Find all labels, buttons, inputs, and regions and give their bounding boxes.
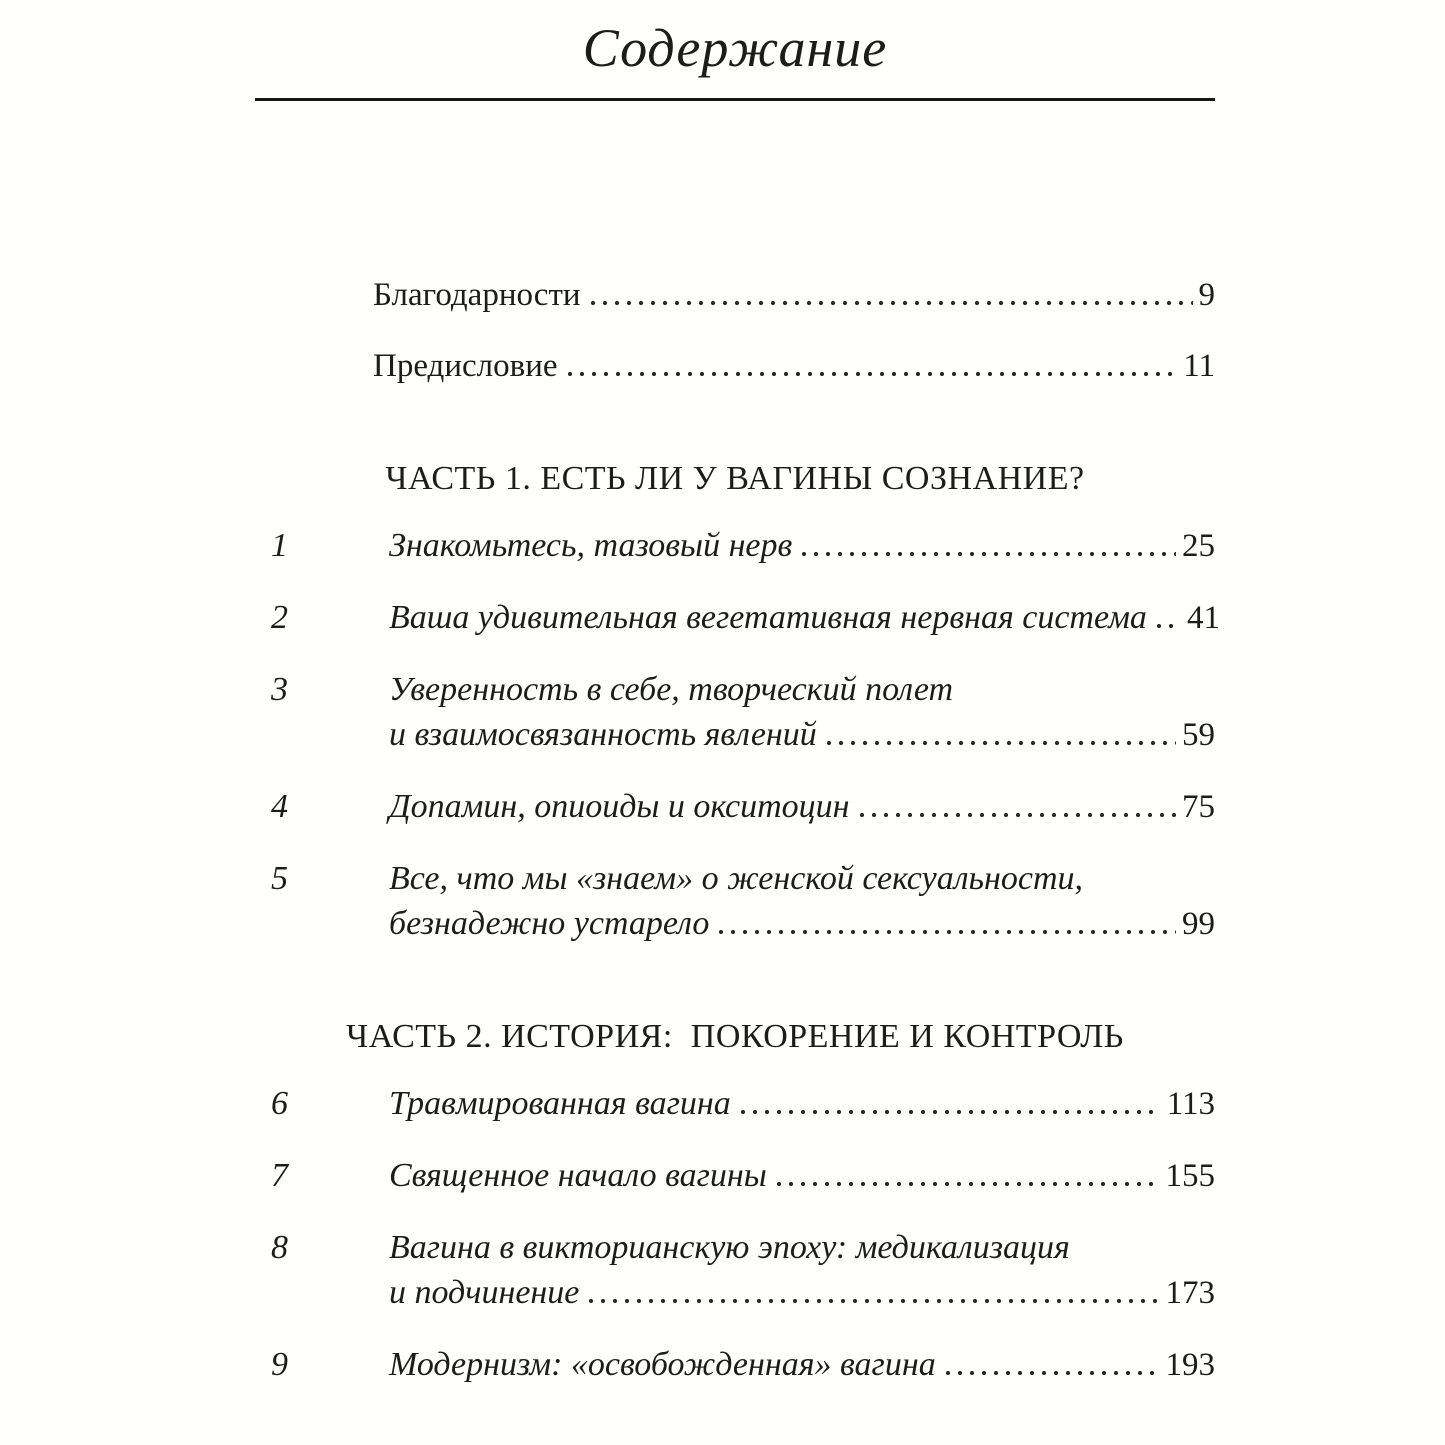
chapter-title: Допамин, опиоиды и окситоцин <box>389 788 850 825</box>
entry-body <box>389 595 1220 641</box>
chapter-number: 6 <box>271 1085 288 1122</box>
entry-label: Благодарности <box>373 277 581 313</box>
toc-entry <box>255 273 1215 318</box>
page-title: Содержание <box>582 18 888 78</box>
toc-entry <box>255 1081 1215 1127</box>
toc-entry <box>255 784 1215 830</box>
chapter-number: 8 <box>271 1229 288 1266</box>
toc-entry <box>255 1225 1215 1316</box>
chapter-title: Травмированная вагина <box>389 1085 731 1122</box>
chapter-number <box>255 344 373 389</box>
page-number: 173 <box>1165 1275 1215 1311</box>
dot-leader <box>719 930 1176 934</box>
entry-line <box>389 667 1215 712</box>
entry-line <box>389 712 1215 758</box>
entry-body <box>389 784 1215 830</box>
entry-body <box>389 856 1215 947</box>
dot-leader <box>1157 624 1181 628</box>
toc-entry <box>255 1153 1215 1199</box>
part-entries <box>255 1081 1215 1388</box>
entry-body <box>389 523 1215 569</box>
part-heading: ЧАСТЬ 1. ЕСТЬ ЛИ У ВАГИНЫ СОЗНАНИЕ? <box>385 460 1085 497</box>
chapter-number: 5 <box>271 860 288 897</box>
page-number: 193 <box>1165 1347 1215 1383</box>
entry-line <box>389 1225 1215 1270</box>
page-number: 75 <box>1182 789 1215 825</box>
chapter-number: 3 <box>271 671 288 708</box>
dot-leader <box>741 1110 1161 1114</box>
entry-line <box>389 523 1215 569</box>
chapter-title: Священное начало вагины <box>389 1157 767 1194</box>
entry-line <box>373 273 1215 318</box>
toc-entry <box>255 523 1215 569</box>
chapter-title-continued: и взаимосвязанность явлений <box>389 716 817 753</box>
dot-leader <box>568 372 1178 376</box>
page-number: 59 <box>1182 717 1215 753</box>
toc-list <box>255 273 1220 1388</box>
dot-leader <box>827 741 1176 745</box>
toc-content <box>255 0 1220 1388</box>
page-number: 41 <box>1186 600 1220 636</box>
page-number: 25 <box>1182 528 1215 564</box>
toc-entry <box>255 1342 1215 1388</box>
page-number: 155 <box>1165 1158 1215 1194</box>
chapter-title-continued: и подчинение <box>389 1274 580 1311</box>
chapter-title: Все, что мы «знаем» о женской сексуальности, <box>389 860 1084 897</box>
entry-line <box>389 1342 1215 1388</box>
toc-entry <box>255 667 1215 758</box>
entry-body <box>389 1225 1215 1316</box>
toc-entry <box>255 344 1215 389</box>
entry-line <box>389 1081 1215 1127</box>
chapter-title: Уверенность в себе, творческий полет <box>389 671 954 708</box>
entry-body <box>389 1342 1215 1388</box>
chapter-title: Вагина в викторианскую эпоху: медикализация <box>389 1229 1070 1266</box>
chapter-title: Ваша удивительная вегетативная нервная система <box>389 599 1147 636</box>
dot-leader <box>860 813 1176 817</box>
chapter-number <box>255 273 373 318</box>
dot-leader <box>591 301 1193 305</box>
part-heading: ЧАСТЬ 2. ИСТОРИЯ: ПОКОРЕНИЕ И КОНТРОЛЬ <box>346 1018 1124 1055</box>
entry-line <box>389 856 1215 901</box>
entry-body <box>373 273 1215 318</box>
entry-line <box>389 1270 1215 1316</box>
entry-line <box>389 901 1215 947</box>
entry-line <box>389 595 1220 641</box>
dot-leader <box>946 1371 1160 1375</box>
chapter-title: Модернизм: «освобожденная» вагина <box>389 1346 936 1383</box>
dot-leader <box>777 1182 1160 1186</box>
entry-body <box>389 1153 1215 1199</box>
dot-leader <box>589 1299 1159 1303</box>
entry-body <box>373 344 1215 389</box>
entry-line <box>373 344 1215 389</box>
entry-line <box>389 784 1215 830</box>
chapter-number: 2 <box>271 599 288 636</box>
chapter-number: 1 <box>271 527 288 564</box>
toc-entry <box>255 595 1220 641</box>
chapter-number: 7 <box>271 1157 288 1194</box>
chapter-number: 9 <box>271 1346 288 1383</box>
page-number: 11 <box>1183 348 1215 384</box>
toc-entry <box>255 856 1215 947</box>
chapter-title: Знакомьтесь, тазовый нерв <box>389 527 793 564</box>
title-divider-rule <box>255 98 1215 101</box>
page-number: 99 <box>1182 906 1215 942</box>
page-number: 9 <box>1198 277 1215 313</box>
entry-line <box>389 1153 1215 1199</box>
part-entries <box>255 523 1220 947</box>
chapter-number: 4 <box>271 788 288 825</box>
page-number: 113 <box>1166 1086 1215 1122</box>
entry-label: Предисловие <box>373 348 558 384</box>
entry-body <box>389 667 1215 758</box>
entry-body <box>389 1081 1215 1127</box>
chapter-title-continued: безнадежно устарело <box>389 905 710 942</box>
dot-leader <box>802 552 1176 556</box>
